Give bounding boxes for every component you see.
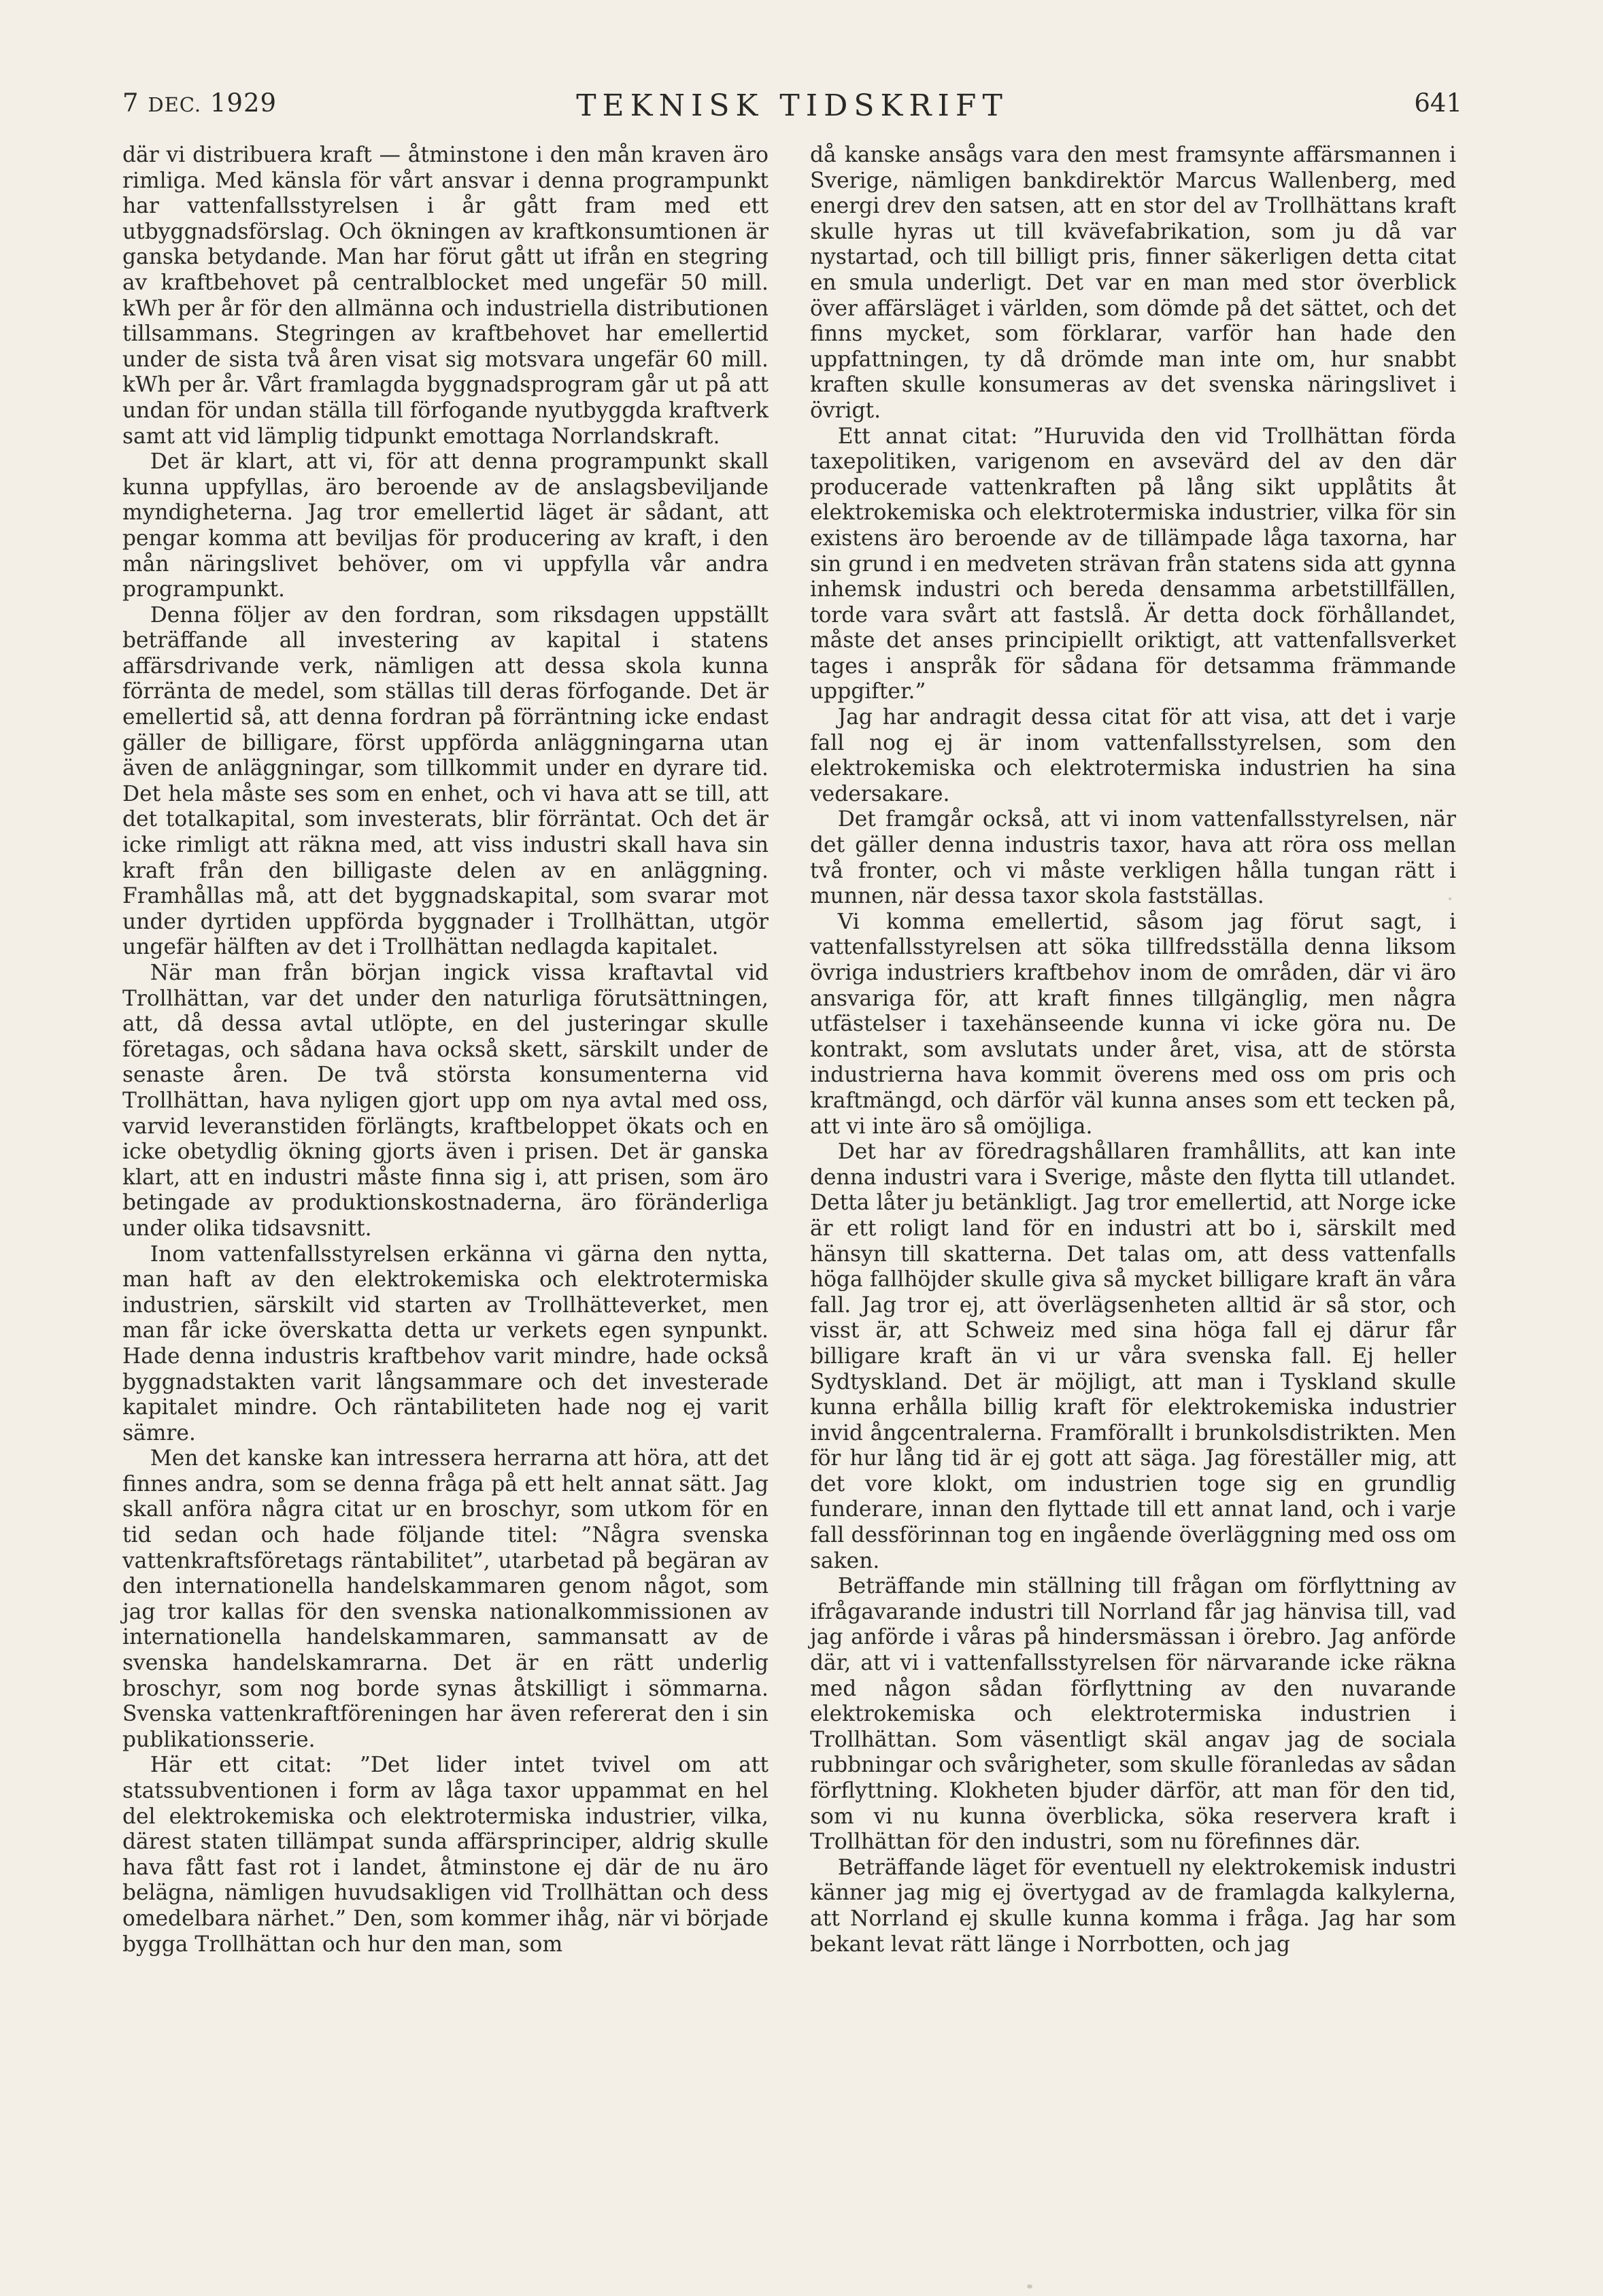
right-column: [810, 143, 1456, 1957]
paragraph: Beträffande läget för eventuell ny elektrokemisk industri känner jag mig ej övertygad av de framlagda kalkylerna, att Norrland ej skulle kunna komma i fråga. Jag har som bekant levat rätt länge i Norrbotten, och jag: [810, 1855, 1456, 1957]
paragraph: Denna följer av den fordran, som riksdagen uppställt beträffande all investering av kapital i statens affärsdrivande verk, nämligen att dessa skola kunna förränta de medel, som ställas till deras förfogande. Det är emellertid så, att denna fordran på förräntning icke endast gäller de billigare, först uppförda anläggningarna utan även de anläggningar, som tillkommit under en dyrare tid. Det hela måste ses som en enhet, och vi hava att se till, att det totalkapital, som investerats, blir förräntat. Och det är icke rimligt att räkna med, att viss industri skall hava sin kraft från den billigaste delen av en anläggning. Framhållas må, att det byggnadskapital, som svarar mot under dyrtiden uppförda byggnader i Trollhättan, utgör ungefär hälften av det i Trollhättan nedlagda kapitalet.: [122, 602, 769, 960]
paragraph: Beträffande min ställning till frågan om förflyttning av ifrågavarande industri till Norrland får jag hänvisa till, vad jag anförde i våras på hindersmässan i örebro. Jag anförde där, att vi i vattenfallsstyrelsen för närvarande icke räkna med någon sådan förflyttning av den nuvarande elektrokemiska och elektrotermiska industrien i Trollhättan. Som väsentligt skäl angav jag de sociala rubbningar och svårigheter, som skulle föranledas av sådan förflyttning. Klokheten bjuder därför, att man för den tid, som vi nu kunna överblicka, söka reservera kraft i Trollhättan för den industri, som nu förefinnes där.: [810, 1574, 1456, 1855]
paragraph: då kanske ansågs vara den mest framsynte affärsmannen i Sverige, nämligen bankdirektör Marcus Wallenberg, med energi drev den satsen, att en stor del av Trollhättans kraft skulle hyras ut till kvävefabrikation, som ju då var nystartad, och till billigt pris, finner säkerligen detta citat en smula underligt. Det var en man med stor överblick över affärsläget i världen, som dömde på det sättet, och det finns mycket, som förklarar, varför han hade den uppfattningen, ty då drömde man inte om, hur snabbt kraften skulle konsumeras av det svenska näringslivet i övrigt.: [810, 143, 1456, 423]
issue-month: DEC.: [148, 93, 202, 116]
paragraph: Det har av föredragshållaren framhållits, att kan inte denna industri vara i Sverige, måste den flytta till utlandet. Detta låter ju betänkligt. Jag tror emellertid, att Norge icke är ett roligt land för en industri att bo i, särskilt med hänsyn till skatterna. Det talas om, att dess vattenfalls höga fallhöjder skulle giva så mycket billigare kraft än våra fall. Jag tror ej, att överlägsenheten alltid är så stor, och visst är, att Schweiz med sina höga fall ej därur får billigare kraft än vi ur våra svenska fall. Ej heller Sydtyskland. Det är möjligt, att man i Tyskland skulle kunna erhålla billig kraft för elektrokemiska industrier invid ångcentralerna. Framförallt i brunkolsdistrikten. Men för hur lång tid är ej gott att säga. Jag föreställer mig, att det vore klokt, om industrien toge sig en grundlig funderare, innan den flyttade till ett annat land, och i varje fall dessförinnan tog en ingående överläggning med oss om saken.: [810, 1140, 1456, 1573]
left-column: [122, 143, 769, 1957]
issue-day: 7: [122, 88, 139, 118]
paragraph: Det framgår också, att vi inom vattenfallsstyrelsen, när det gäller denna industris taxor, hava att röra oss mellan två fronter, och vi måste verkligen hålla tungan rätt i munnen, när dessa taxor skola fastställas.: [810, 807, 1456, 909]
paragraph: Vi komma emellertid, såsom jag förut sagt, i vattenfallsstyrelsen att söka tillfredsställa denna liksom övriga industriers kraftbehov inom de områden, där vi äro ansvariga för, att kraft finnes tillgänglig, men några utfästelser i taxehänseende kunna vi icke göra nu. De kontrakt, som avslutats under året, visa, att de största industrierna hava kommit överens med oss om pris och kraftmängd, och därför väl kunna anses som ett tecken på, att vi inte äro så omöjliga.: [810, 909, 1456, 1139]
paper-speck: [1449, 897, 1451, 900]
paragraph: Men det kanske kan intressera herrarna att höra, att det finnes andra, som se denna fråga på ett helt annat sätt. Jag skall anföra några citat ur en broschyr, som utkom för en tid sedan och hade följande titel: ”Några svenska vattenkraftsföretags räntabilitet”, utarbetad på begäran av den internationella handelskammaren genom något, som jag tror kallas för den svenska nationalkommissionen av internationella handelskammaren, sammansatt av de svenska handelskamrarna. Det är en rätt underlig broschyr, som nog borde synas åtskilligt i sömmarna. Svenska vattenkraftföreningen har även refererat den i sin publikationsserie.: [122, 1446, 769, 1752]
paragraph: där vi distribuera kraft — åtminstone i den mån kraven äro rimliga. Med känsla för vårt ansvar i denna programpunkt har vattenfallsstyrelsen i år gått fram med ett utbyggnadsförslag. Och ökningen av kraftkonsumtionen är ganska betydande. Man har förut gått ut ifrån en stegring av kraftbehovet på centralblocket med ungefär 50 mill. kWh per år för den allmänna och industriella distributionen tillsammans. Stegringen av kraftbehovet har emellertid under de sista två åren visat sig motsvara ungefär 60 mill. kWh per år. Vårt framlagda byggnadsprogram går ut på att undan för undan ställa till förfogande nyutbyggda kraftverk samt att vid lämplig tidpunkt emottaga Norrlandskraft.: [122, 143, 769, 449]
paragraph: Det är klart, att vi, för att denna programpunkt skall kunna uppfyllas, äro beroende av de anslagsbeviljande myndigheterna. Jag tror emellertid läget är sådant, att pengar komma att beviljas för producering av kraft, i den mån näringslivet behöver, om vi uppfylla vår andra programpunkt.: [122, 449, 769, 602]
journal-title: TEKNISK TIDSKRIFT: [576, 88, 1009, 123]
paragraph: Inom vattenfallsstyrelsen erkänna vi gärna den nytta, man haft av den elektrokemiska och elektrotermiska industrien, särskilt vid starten av Trollhätteverket, men man får icke överskatta detta ur verkets egen synpunkt. Hade denna industris kraftbehov varit mindre, hade också byggnadstakten varit långsammare och det investerade kapitalet mindre. Och räntabiliteten hade nog ej varit sämre.: [122, 1241, 769, 1445]
paragraph: När man från början ingick vissa kraftavtal vid Trollhättan, var det under den naturliga förutsättningen, att, då dessa avtal utlöpte, en del justeringar skulle företagas, och sådana hava också skett, särskilt under de senaste åren. De två största konsumenterna vid Trollhättan, hava nyligen gjort upp om nya avtal med oss, varvid leveranstiden förlängts, kraftbeloppet ökats och en icke obetydlig ökning gjorts även i prisen. Det är ganska klart, att en industri måste finna sig i, att prisen, som äro betingade av produktionskostnaderna, äro föränderliga under olika tidsavsnitt.: [122, 961, 769, 1241]
paper-speck: [1027, 2284, 1032, 2289]
paragraph: Här ett citat: ”Det lider intet tvivel om att statssubventionen i form av låga taxor uppammat en hel del elektrokemiska och elektrotermiska industrier, vilka, därest staten tillämpat sunda affärsprinciper, aldrig skulle hava fått fast rot i landet, åtminstone ej där de nu äro belägna, nämligen huvudsakligen vid Trollhättan och dess omedelbara närhet.” Den, som kommer ihåg, när vi började bygga Trollhättan och hur den man, som: [122, 1753, 769, 1957]
paragraph: Ett annat citat: ”Huruvida den vid Trollhättan förda taxepolitiken, varigenom en avsevärd del av den där producerade vattenkraften på lång sikt upplåtits åt elektrokemiska och elektrotermiska industrier, vilka för sin existens äro beroende av de tillämpade låga taxorna, har sin grund i en medveten strävan från statens sida att gynna inhemsk industri och bereda densamma arbetstillfällen, torde vara svårt att fastslå. Är detta dock förhållandet, måste det anses principiellt oriktigt, att vattenfallsverket tages i anspråk för sådana för detsamma främmande uppgifter.”: [810, 424, 1456, 704]
page-number: 641: [1414, 88, 1462, 118]
issue-year: 1929: [209, 88, 277, 118]
paragraph: Jag har andragit dessa citat för att visa, att det i varje fall nog ej är inom vattenfallsstyrelsen, som den elektrokemiska och elektrotermiska industrien ha sina vedersakare.: [810, 705, 1456, 806]
page-header: [122, 88, 1462, 129]
